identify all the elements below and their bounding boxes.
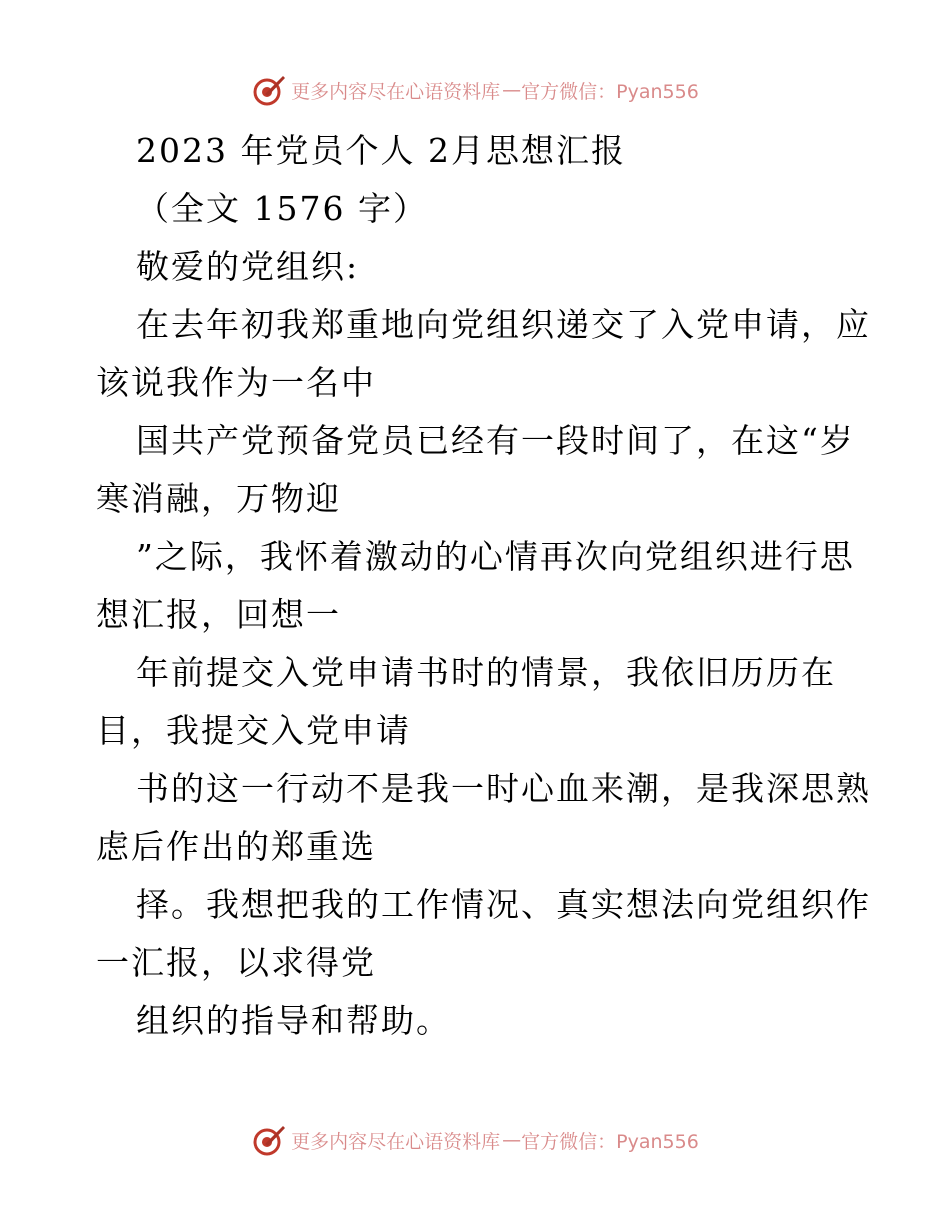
paragraph-line: 国共产党预备党员已经有一段时间了，在这“岁	[136, 421, 855, 460]
watermark-separator: —	[502, 1129, 520, 1151]
watermark-separator: —	[502, 79, 520, 101]
salutation: 敬爱的党组织:	[136, 247, 360, 286]
paragraph-line: 寒消融，万物迎	[96, 479, 341, 518]
watermark-suffix: 官方微信：Pyan556	[521, 80, 699, 103]
document-body	[96, 122, 871, 1050]
paragraph-line: 书的这一行动不是我一时心血来潮，是我深思熟	[136, 769, 871, 808]
paragraph-line: 虑后作出的郑重选	[96, 827, 376, 866]
watermark-suffix: 官方微信：Pyan556	[521, 1130, 699, 1153]
quill-logo-icon	[251, 1122, 287, 1158]
watermark-banner-bottom	[0, 1120, 950, 1160]
paragraph-line: 该说我作为一名中	[96, 363, 376, 402]
quill-logo-icon	[251, 72, 287, 108]
watermark-text: 更多内容尽在心语资料库	[291, 1130, 501, 1153]
watermark-text: 更多内容尽在心语资料库	[291, 80, 501, 103]
word-count: （全文 1576 字）	[136, 189, 428, 228]
paragraph-line: 目，我提交入党申请	[96, 711, 411, 750]
paragraph-line: 组织的指导和帮助。	[136, 1001, 451, 1040]
paragraph-line: 在去年初我郑重地向党组织递交了入党申请，应	[136, 305, 871, 344]
watermark-banner-top	[0, 70, 950, 110]
paragraph-line: 择。我想把我的工作情况、真实想法向党组织作	[136, 885, 871, 924]
paragraph-line: ”之际，我怀着激动的心情再次向党组织进行思	[136, 537, 855, 576]
paragraph-line: 年前提交入党申请书时的情景，我依旧历历在	[136, 653, 836, 692]
document-title: 2023 年党员个人 2月思想汇报	[136, 131, 626, 170]
paragraph-line: 一汇报，以求得党	[96, 943, 376, 982]
paragraph-line: 想汇报，回想一	[96, 595, 341, 634]
